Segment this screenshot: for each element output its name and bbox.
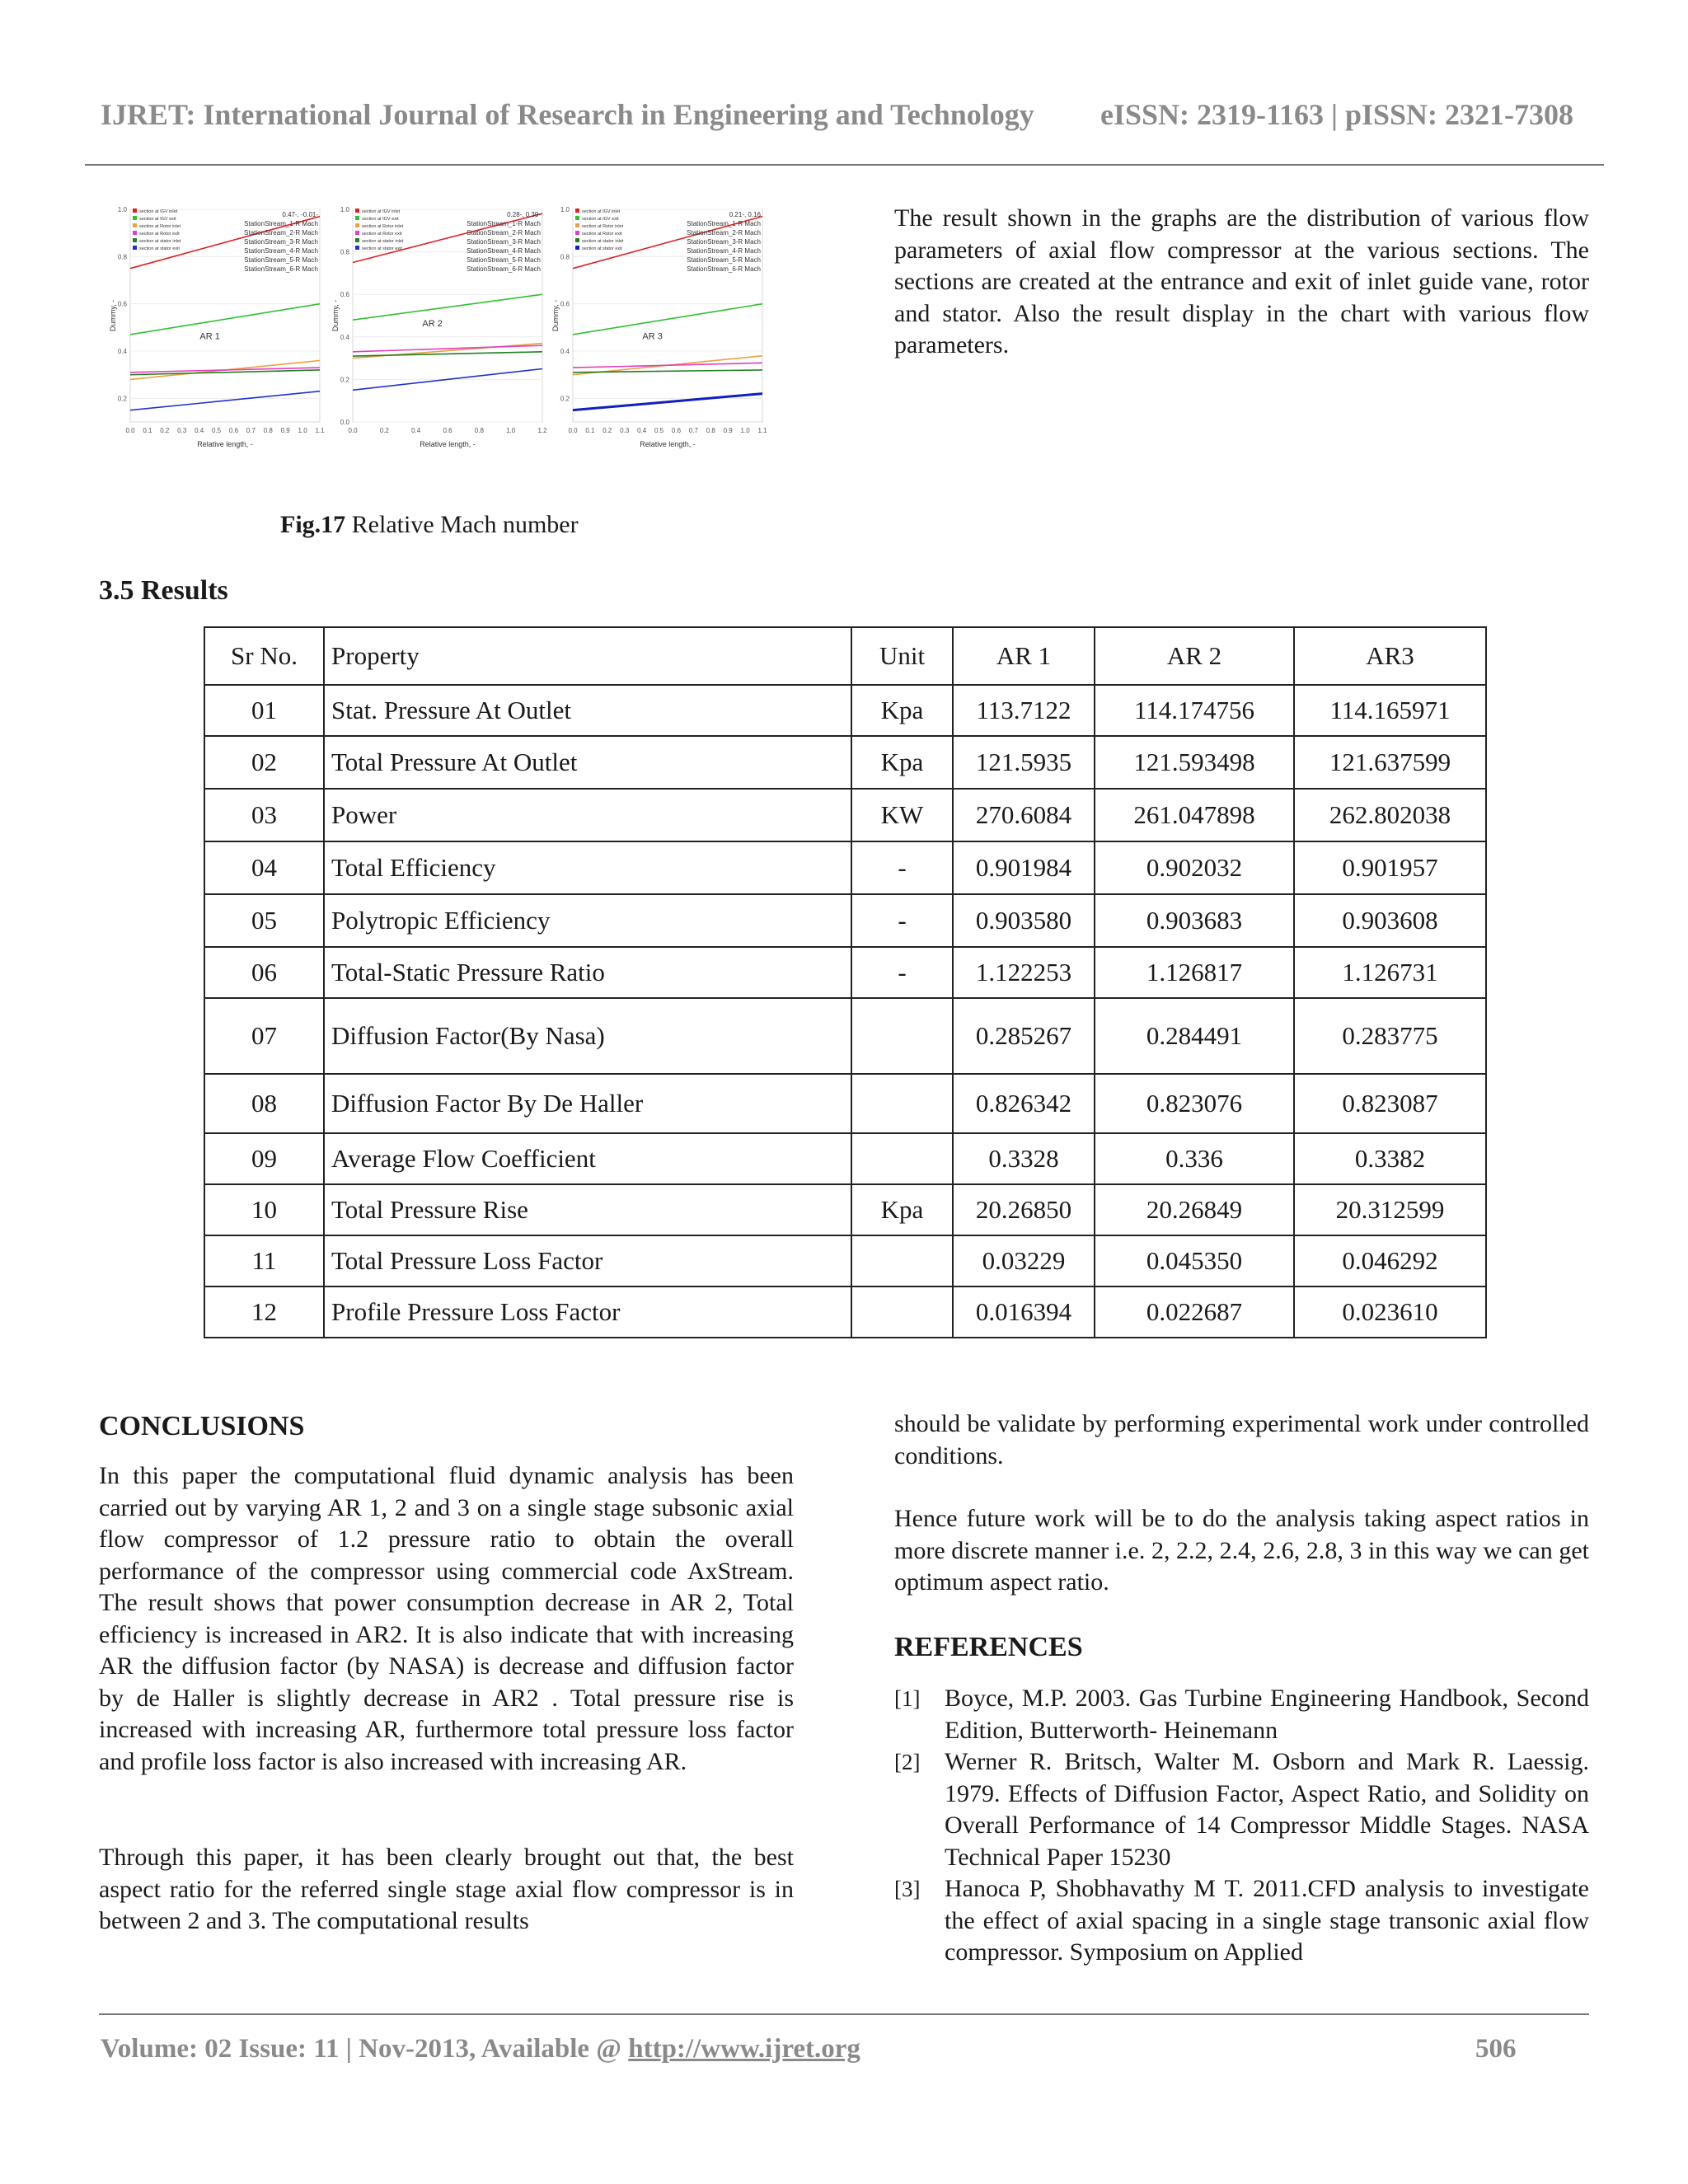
sr-no-cell: 03 — [204, 789, 324, 841]
legend-label: StationStream_4-R Mach — [244, 247, 318, 255]
ar1-cell: 0.03229 — [953, 1235, 1095, 1286]
chart-ar3 — [550, 198, 768, 462]
unit-cell: Kpa — [851, 1184, 953, 1235]
table-row — [204, 1074, 1486, 1133]
y-tick-label: 0.4 — [340, 333, 349, 341]
figure-caption — [280, 511, 579, 539]
x-tick-label: 0.5 — [211, 427, 222, 434]
sr-no-cell: 09 — [204, 1133, 324, 1184]
legend-label: section at IGV exit — [139, 217, 176, 222]
reference-number: [2] — [894, 1750, 921, 1774]
ar2-cell: 0.336 — [1095, 1133, 1294, 1184]
x-tick-label: 0.3 — [177, 427, 187, 434]
y-tick-label: 0.4 — [560, 348, 570, 355]
table-row — [204, 789, 1486, 841]
reference-item — [894, 1683, 1589, 1749]
sr-no-cell: 06 — [204, 947, 324, 998]
legend-label: section at Rotor inlet — [582, 224, 624, 229]
y-tick-label: 0.2 — [340, 376, 349, 384]
footer-link[interactable]: http://www.ijret.org — [628, 2034, 860, 2064]
x-tick-label: 0.9 — [723, 427, 733, 434]
legend-label: StationStream_4-R Mach — [467, 247, 541, 255]
sr-no-cell: 10 — [204, 1184, 324, 1235]
ar2-cell: 261.047898 — [1095, 789, 1294, 841]
ar2-cell: 114.174756 — [1095, 685, 1294, 736]
reference-text: Boyce, M.P. 2003. Gas Turbine Engineering Handbook, Second Edition, Butterworth- Heinemann — [945, 1685, 1589, 1744]
ar2-cell: 1.126817 — [1095, 947, 1294, 998]
x-tick-label: 0.2 — [379, 427, 389, 434]
ar1-cell: 0.826342 — [953, 1074, 1095, 1133]
ar1-cell: 0.903580 — [953, 894, 1095, 947]
ar3-cell: 0.903608 — [1294, 894, 1486, 947]
col-header: AR 2 — [1095, 627, 1294, 685]
ar3-cell: 114.165971 — [1294, 685, 1486, 736]
unit-cell — [851, 1074, 953, 1133]
journal-header — [101, 97, 1584, 132]
x-tick-label: 1.0 — [298, 427, 307, 434]
ar3-cell: 0.3382 — [1294, 1133, 1486, 1184]
ar1-cell: 113.7122 — [953, 685, 1095, 736]
chart-title: AR 2 — [422, 318, 443, 329]
legend-swatch — [133, 223, 137, 227]
y-axis-label: Dummy, - — [109, 299, 117, 332]
x-axis-label: Relative length, - — [640, 440, 696, 448]
y-tick-label: 0.8 — [560, 253, 570, 261]
conclusions-p4: Hence future work will be to do the analysis taking aspect ratios in more discrete manner i.e. 2, 2.2, 2.4, 2.6, 2.8, 3 in this way we can get optimum aspect ratio. — [894, 1505, 1589, 1596]
x-tick-label: 0.7 — [246, 427, 256, 434]
ar1-cell: 0.016394 — [953, 1286, 1095, 1338]
legend-label: section at Rotor exit — [139, 232, 180, 237]
x-tick-label: 0.1 — [585, 427, 595, 434]
x-tick-label: 0.8 — [474, 427, 484, 434]
figure-label: Fig.17 — [280, 511, 346, 538]
table-row — [204, 841, 1486, 894]
legend-label: section at IGV inlet — [362, 209, 401, 214]
intro-paragraph: The result shown in the graphs are the distribution of various flow parameters of axial flow compressor at the various sections. The sections are created at the entrance and exit of inlet guide vane, rotor and stator. Also the result display in the chart with various flow parameters. — [894, 204, 1589, 359]
legend-label: StationStream_3-R Mach — [687, 238, 761, 246]
property-cell: Total Pressure Rise — [324, 1184, 851, 1235]
x-tick-label: 0.6 — [671, 427, 682, 434]
ar2-cell: 0.022687 — [1095, 1286, 1294, 1338]
legend-swatch — [133, 238, 137, 242]
legend-label: StationStream_6-R Mach — [467, 265, 541, 273]
ar1-cell: 121.5935 — [953, 736, 1095, 789]
x-axis-label: Relative length, - — [197, 440, 253, 448]
x-tick-label: 0.3 — [620, 427, 630, 434]
y-axis-label: Dummy, - — [551, 299, 560, 332]
reference-text: Werner R. Britsch, Walter M. Osborn and Mark R. Laessig. 1979. Effects of Diffusion Factor, Aspect Ratio, and Solidity on Overall Performance of 14 Compressor Middle Stages. NASA Technical Paper 15230 — [945, 1748, 1589, 1871]
legend-label: StationStream_5-R Mach — [687, 256, 761, 264]
legend-label: section at stator exit — [362, 246, 402, 251]
x-tick-label: 0.2 — [603, 427, 612, 434]
legend-label: section at Rotor inlet — [139, 224, 181, 229]
ar2-cell: 0.284491 — [1095, 998, 1294, 1074]
x-tick-label: 1.0 — [506, 427, 516, 434]
legend-swatch — [355, 238, 359, 242]
legend-swatch — [133, 209, 137, 213]
property-cell: Total Efficiency — [324, 841, 851, 894]
unit-cell — [851, 1133, 953, 1184]
chart-corner-label: 0.28-, 0.39- — [507, 211, 541, 218]
legend-label: section at Rotor exit — [582, 232, 622, 237]
unit-cell: Kpa — [851, 685, 953, 736]
y-tick-label: 0.4 — [117, 348, 127, 355]
property-cell: Diffusion Factor By De Haller — [324, 1074, 851, 1133]
legend-swatch — [575, 209, 579, 213]
legend-swatch — [133, 231, 137, 235]
x-tick-label: 0.1 — [143, 427, 152, 434]
ar1-cell: 0.901984 — [953, 841, 1095, 894]
legend-label: section at Rotor exit — [362, 232, 402, 237]
legend-swatch — [355, 246, 359, 250]
references-heading: REFERENCES — [894, 1632, 1083, 1662]
reference-number: [3] — [894, 1877, 921, 1901]
legend-swatch — [355, 231, 359, 235]
legend-label: section at IGV inlet — [582, 209, 621, 214]
ar3-cell: 262.802038 — [1294, 789, 1486, 841]
x-tick-label: 0.6 — [443, 427, 452, 434]
ar3-cell: 0.823087 — [1294, 1074, 1486, 1133]
results-table — [204, 626, 1487, 1338]
sr-no-cell: 08 — [204, 1074, 324, 1133]
x-tick-label: 0.6 — [228, 427, 239, 434]
chart-title: AR 3 — [642, 331, 663, 342]
x-tick-label: 1.1 — [757, 427, 767, 434]
sr-no-cell: 11 — [204, 1235, 324, 1286]
col-header: Unit — [851, 627, 953, 685]
x-tick-label: 0.9 — [280, 427, 290, 434]
reference-number: [1] — [894, 1686, 921, 1711]
table-row — [204, 1286, 1486, 1338]
legend-label: StationStream_5-R Mach — [467, 256, 541, 264]
legend-label: StationStream_3-R Mach — [244, 238, 318, 246]
x-tick-label: 0.7 — [688, 427, 698, 434]
legend-label: StationStream_2-R Mach — [467, 229, 541, 237]
legend-label: StationStream_1-R Mach — [244, 220, 318, 227]
chart-title: AR 1 — [199, 331, 220, 342]
legend-label: StationStream_1-R Mach — [687, 220, 761, 227]
sr-no-cell: 04 — [204, 841, 324, 894]
table-row — [204, 1184, 1486, 1235]
x-tick-label: 1.1 — [315, 427, 325, 434]
table-row — [204, 947, 1486, 998]
sr-no-cell: 02 — [204, 736, 324, 789]
table-row — [204, 1235, 1486, 1286]
reference-text: Hanoca P, Shobhavathy M T. 2011.CFD analysis to investigate the effect of axial spacing in a single stage transonic axial flow compressor. Symposium on Applied — [945, 1875, 1589, 1966]
table-row — [204, 736, 1486, 789]
ar1-cell: 1.122253 — [953, 947, 1095, 998]
property-cell: Diffusion Factor(By Nasa) — [324, 998, 851, 1074]
unit-cell: - — [851, 841, 953, 894]
sr-no-cell: 12 — [204, 1286, 324, 1338]
property-cell: Stat. Pressure At Outlet — [324, 685, 851, 736]
y-tick-label: 1.0 — [560, 206, 570, 213]
legend-swatch — [133, 216, 137, 220]
ar3-cell: 0.046292 — [1294, 1235, 1486, 1286]
property-cell: Average Flow Coefficient — [324, 1133, 851, 1184]
ar3-cell: 20.312599 — [1294, 1184, 1486, 1235]
x-tick-label: 0.0 — [568, 427, 578, 434]
x-tick-label: 0.4 — [195, 427, 204, 434]
legend-swatch — [575, 231, 579, 235]
x-tick-label: 1.2 — [537, 427, 547, 434]
journal-title: IJRET: International Journal of Research in Engineering and Technology — [101, 98, 1034, 131]
col-header: AR3 — [1294, 627, 1486, 685]
unit-cell — [851, 1286, 953, 1338]
property-cell: Total-Static Pressure Ratio — [324, 947, 851, 998]
y-tick-label: 0.8 — [340, 248, 349, 256]
y-tick-label: 0.2 — [560, 395, 570, 403]
x-tick-label: 0.2 — [160, 427, 170, 434]
unit-cell — [851, 1235, 953, 1286]
sr-no-cell: 07 — [204, 998, 324, 1074]
property-cell: Polytropic Efficiency — [324, 894, 851, 947]
conclusions-p3: should be validate by performing experimental work under controlled conditions. — [894, 1410, 1589, 1469]
journal-issn: eISSN: 2319-1163 | pISSN: 2321-7308 — [1100, 98, 1573, 131]
property-cell: Profile Pressure Loss Factor — [324, 1286, 851, 1338]
reference-item — [894, 1873, 1589, 1972]
sr-no-cell: 01 — [204, 685, 324, 736]
y-tick-label: 0.2 — [117, 395, 127, 403]
table-row — [204, 1133, 1486, 1184]
ar3-cell: 121.637599 — [1294, 736, 1486, 789]
conclusions-p1: In this paper the computational fluid dynamic analysis has been carried out by varying AR 1, 2 and 3 on a single stage subsonic axial flow compressor of 1.2 pressure ratio to obtain the overall performance of the compressor using commercial code AxStream. The result shows that power consumption decrease in AR 2, Total efficiency is increased in AR2. It is also indicate that with increasing AR the diffusion factor (by NASA) is decrease and diffusion factor by de Haller is slightly decrease in AR2 . Total pressure rise is increased with increasing AR, furthermore total pressure loss factor and profile loss factor is also increased with increasing AR. — [99, 1462, 794, 1775]
ar3-cell: 1.126731 — [1294, 947, 1486, 998]
x-tick-label: 0.8 — [263, 427, 273, 434]
table-row — [204, 998, 1486, 1074]
reference-item — [894, 1746, 1589, 1878]
conclusions-p2: Through this paper, it has been clearly brought out that, the best aspect ratio for the referred single stage axial flow compressor is in between 2 and 3. The computational results — [99, 1844, 794, 1934]
legend-label: section at stator exit — [139, 246, 180, 251]
y-tick-label: 0.6 — [560, 300, 570, 308]
table-row — [204, 685, 1486, 736]
legend-swatch — [575, 238, 579, 242]
legend-label: StationStream_6-R Mach — [687, 265, 761, 273]
unit-cell: - — [851, 947, 953, 998]
legend-swatch — [575, 216, 579, 220]
y-tick-label: 1.0 — [117, 206, 127, 213]
y-tick-label: 0.6 — [117, 300, 127, 308]
x-tick-label: 0.8 — [706, 427, 715, 434]
legend-label: section at Rotor inlet — [362, 224, 404, 229]
col-header: Sr No. — [204, 627, 324, 685]
legend-label: StationStream_1-R Mach — [467, 220, 541, 227]
ar2-cell: 121.593498 — [1095, 736, 1294, 789]
x-tick-label: 0.0 — [125, 427, 135, 434]
footer-volume-text: Volume: 02 Issue: 11 | Nov-2013, Available @ — [101, 2034, 629, 2064]
legend-label: section at IGV exit — [362, 217, 399, 222]
unit-cell — [851, 998, 953, 1074]
y-axis-label: Dummy, - — [331, 299, 340, 332]
legend-label: section at IGV inlet — [139, 209, 178, 214]
legend-label: StationStream_2-R Mach — [687, 229, 761, 237]
legend-swatch — [575, 223, 579, 227]
ar1-cell: 20.26850 — [953, 1184, 1095, 1235]
unit-cell: KW — [851, 789, 953, 841]
legend-label: StationStream_2-R Mach — [244, 229, 318, 237]
ar3-cell: 0.283775 — [1294, 998, 1486, 1074]
ar2-cell: 20.26849 — [1095, 1184, 1294, 1235]
ar1-cell: 0.3328 — [953, 1133, 1095, 1184]
y-tick-label: 0.6 — [340, 291, 349, 299]
table-header-row — [204, 627, 1486, 685]
table-row — [204, 894, 1486, 947]
legend-label: section at stator exit — [582, 246, 622, 251]
legend-label: StationStream_3-R Mach — [467, 238, 541, 246]
legend-swatch — [575, 246, 579, 250]
chart-ar1 — [107, 198, 326, 462]
ar2-cell: 0.903683 — [1095, 894, 1294, 947]
property-cell: Total Pressure At Outlet — [324, 736, 851, 789]
header-rule — [85, 164, 1604, 166]
property-cell: Power — [324, 789, 851, 841]
x-tick-label: 0.4 — [411, 427, 421, 434]
footer-rule — [99, 2013, 1589, 2015]
legend-label: section at stator inlet — [362, 239, 404, 244]
sr-no-cell: 05 — [204, 894, 324, 947]
legend-swatch — [133, 246, 137, 250]
y-tick-label: 1.0 — [340, 206, 349, 213]
x-axis-label: Relative length, - — [420, 440, 476, 448]
legend-swatch — [355, 223, 359, 227]
ar3-cell: 0.901957 — [1294, 841, 1486, 894]
ar2-cell: 0.823076 — [1095, 1074, 1294, 1133]
ar1-cell: 0.285267 — [953, 998, 1095, 1074]
col-header: AR 1 — [953, 627, 1095, 685]
results-heading: 3.5 Results — [99, 575, 228, 606]
ar2-cell: 0.902032 — [1095, 841, 1294, 894]
unit-cell: - — [851, 894, 953, 947]
ar2-cell: 0.045350 — [1095, 1235, 1294, 1286]
legend-label: StationStream_4-R Mach — [687, 247, 761, 255]
figure-caption-text: Relative Mach number — [351, 511, 579, 538]
page-number: 506 — [1475, 2034, 1517, 2064]
col-header: Property — [324, 627, 851, 685]
property-cell: Total Pressure Loss Factor — [324, 1235, 851, 1286]
legend-swatch — [355, 209, 359, 213]
x-tick-label: 1.0 — [740, 427, 750, 434]
legend-swatch — [355, 216, 359, 220]
chart-ar2 — [330, 198, 548, 462]
x-tick-label: 0.5 — [654, 427, 664, 434]
legend-label: section at IGV exit — [582, 217, 619, 222]
y-tick-label: 0.0 — [340, 419, 349, 426]
legend-label: StationStream_6-R Mach — [244, 265, 318, 273]
legend-label: section at stator inlet — [139, 239, 181, 244]
chart-corner-label: 0.47-, -0.01- — [282, 211, 318, 218]
x-tick-label: 0.4 — [637, 427, 647, 434]
unit-cell: Kpa — [851, 736, 953, 789]
ar1-cell: 270.6084 — [953, 789, 1095, 841]
ar3-cell: 0.023610 — [1294, 1286, 1486, 1338]
x-tick-label: 0.0 — [348, 427, 358, 434]
conclusions-heading: CONCLUSIONS — [99, 1411, 305, 1441]
legend-label: StationStream_5-R Mach — [244, 256, 318, 264]
footer-volume — [101, 2034, 860, 2064]
y-tick-label: 0.8 — [117, 253, 127, 261]
legend-label: section at stator inlet — [582, 239, 624, 244]
chart-corner-label: 0.21-, 0.16 — [729, 211, 761, 218]
